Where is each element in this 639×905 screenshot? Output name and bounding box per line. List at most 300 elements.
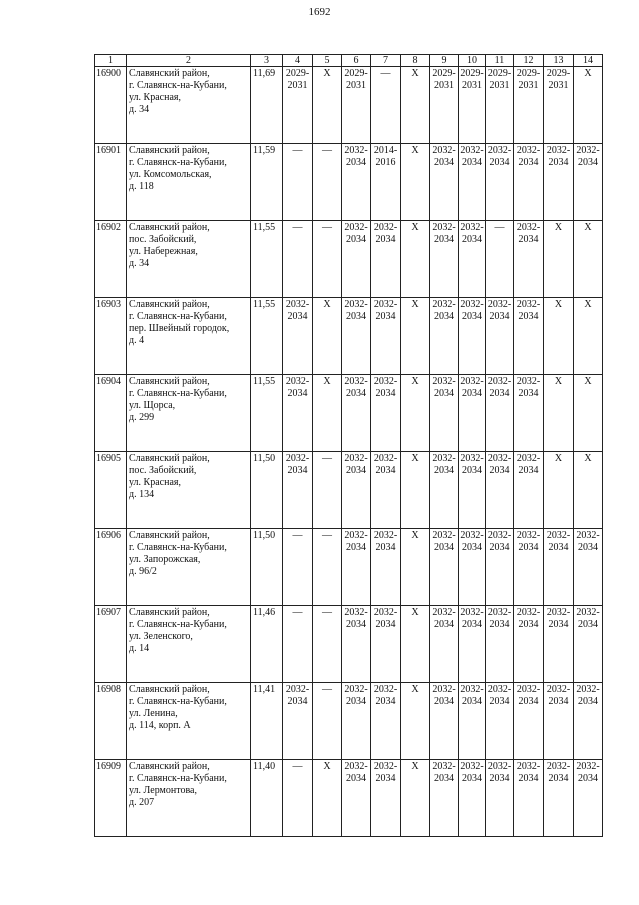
period-cell [342,298,371,375]
address-line: ул. Красная, [129,92,181,103]
period-line: 2032- [546,761,571,772]
period-line: 2034 [462,542,482,553]
period-cell [544,298,574,375]
period-line: 2034 [489,157,510,168]
period-line: 2034 [578,773,598,784]
address-cell [127,760,251,837]
period-line: X [411,684,419,695]
address-line: г. Славянск-на-Кубани, [129,619,227,630]
period-cell [401,760,430,837]
period-line: 2032- [285,299,310,310]
period-line: 2032- [516,607,541,618]
period-line: 2032- [516,222,541,233]
period-line: 2032- [373,453,398,464]
period-line: — [322,607,332,618]
period-line: 2034 [462,619,482,630]
period-line: 2034 [434,311,454,322]
column-header: 3 [251,55,283,67]
address-line: Славянский район, [129,145,210,156]
period-line: X [554,453,563,464]
address-line: д. 34 [129,104,150,115]
period-line: 2034 [548,157,569,168]
area-cell: 11,59 [251,144,283,221]
period-line: X [584,453,592,464]
period-line: 2032- [344,761,368,772]
table-row [95,375,603,452]
period-line: 2032- [516,761,541,772]
address-line: г. Славянск-на-Кубани, [129,542,227,553]
address-line: д. 207 [129,797,155,808]
period-cell [514,452,544,529]
row-number: 16902 [95,221,127,298]
period-line: 2032- [285,684,310,695]
period-cell [313,606,342,683]
period-line: 2034 [518,696,539,707]
period-cell [313,760,342,837]
period-line: 2034 [518,619,539,630]
period-line: 2034 [489,542,510,553]
period-line: 2032- [432,530,456,541]
period-cell [486,760,514,837]
period-line: X [323,299,331,310]
period-line: 2032- [285,376,310,387]
column-header: 6 [342,55,371,67]
address-line: д. 118 [129,181,154,192]
period-line: 2032- [432,222,456,233]
period-line: 2031 [518,80,539,91]
period-cell [430,67,459,144]
period-line: — [322,530,332,541]
address-line: пос. Забойский, [129,234,197,245]
period-line: 2034 [346,542,366,553]
period-cell [401,452,430,529]
period-line: 2034 [489,773,510,784]
period-line: X [411,761,419,772]
row-number: 16907 [95,606,127,683]
period-line: 2032- [460,453,484,464]
period-cell [283,67,313,144]
period-line: 2032- [373,607,398,618]
period-line: 2034 [462,157,482,168]
period-line: 2032- [516,376,541,387]
period-line: 2032- [460,222,484,233]
address-line: г. Славянск-на-Кубани, [129,311,227,322]
address-line: д. 34 [129,258,150,269]
period-cell [401,375,430,452]
period-line: 2034 [434,157,454,168]
period-line: 2032- [344,222,368,233]
period-line: 2032- [432,453,456,464]
period-cell [514,529,544,606]
area-cell: 11,40 [251,760,283,837]
address-line: г. Славянск-на-Кубани, [129,773,227,784]
column-header: 1 [95,55,127,67]
period-line: 2029- [460,68,484,79]
period-line: 2032- [576,761,600,772]
period-cell [371,452,401,529]
address-line: пер. Швейный городок, [129,323,230,334]
column-header: 2 [127,55,251,67]
table-row [95,760,603,837]
period-cell [313,452,342,529]
period-line: 2034 [434,234,454,245]
period-cell [486,67,514,144]
period-line: — [292,607,303,618]
period-cell [283,221,313,298]
period-line: 2032- [516,684,541,695]
column-header: 5 [313,55,342,67]
row-number: 16901 [95,144,127,221]
address-line: ул. Красная, [129,477,181,488]
period-line: 2034 [375,773,396,784]
period-line: 2029- [344,68,368,79]
period-cell [459,683,486,760]
address-line: ул. Набережная, [129,246,198,257]
period-cell [313,298,342,375]
address-line: ул. Щорса, [129,400,176,411]
period-line: 2032- [460,607,484,618]
period-line: 2034 [518,388,539,399]
period-cell [401,606,430,683]
period-cell [544,452,574,529]
period-line: 2032- [516,453,541,464]
period-cell [514,606,544,683]
period-line: X [554,376,563,387]
period-cell [430,298,459,375]
address-line: д. 14 [129,643,150,654]
area-cell: 11,46 [251,606,283,683]
table-row [95,683,603,760]
period-line: 2031 [346,80,366,91]
period-cell [486,606,514,683]
period-line: X [323,376,331,387]
period-cell [459,144,486,221]
period-line: 2032- [285,453,310,464]
period-line: 2031 [287,80,308,91]
period-line: 2014- [373,145,398,156]
period-cell [283,760,313,837]
period-cell [486,298,514,375]
period-line: — [322,145,332,156]
address-line: Славянский район, [129,761,210,772]
period-cell [283,298,313,375]
period-cell [544,221,574,298]
period-line: 2032- [373,684,398,695]
period-line: 2032- [460,530,484,541]
period-line: 2032- [487,607,512,618]
table-row [95,221,603,298]
period-line: 2034 [462,696,482,707]
address-line: ул. Зеленского, [129,631,193,642]
period-cell [430,760,459,837]
period-line: 2032- [516,145,541,156]
period-line: 2032- [344,684,368,695]
address-line: Славянский район, [129,684,210,695]
period-line: 2034 [489,619,510,630]
address-cell [127,452,251,529]
period-cell [459,221,486,298]
area-cell: 11,50 [251,529,283,606]
area-cell: 11,41 [251,683,283,760]
period-cell [401,298,430,375]
period-line: 2034 [462,773,482,784]
address-line: д. 299 [129,412,155,423]
period-cell [514,375,544,452]
period-cell [313,375,342,452]
period-cell [574,452,603,529]
column-header: 13 [544,55,574,67]
period-cell [371,298,401,375]
period-line: X [411,530,419,541]
period-line: 2032- [487,376,512,387]
period-cell [574,221,603,298]
period-line: 2034 [434,388,454,399]
period-line: 2034 [434,696,454,707]
period-line: 2032- [460,145,484,156]
period-line: 2034 [346,311,366,322]
period-line: 2034 [518,773,539,784]
period-line: — [292,222,303,233]
period-line: 2032- [344,530,368,541]
period-cell [283,683,313,760]
period-line: X [411,376,419,387]
address-cell [127,221,251,298]
period-cell [401,683,430,760]
address-cell [127,144,251,221]
period-cell [514,221,544,298]
period-cell [371,221,401,298]
period-line: 2032- [546,145,571,156]
period-line: 2031 [434,80,454,91]
column-header: 10 [459,55,486,67]
period-line: 2034 [434,542,454,553]
period-line: — [494,222,505,233]
period-cell [486,144,514,221]
period-line: 2032- [576,530,600,541]
period-cell [342,221,371,298]
period-line: 2032- [373,222,398,233]
period-line: — [292,530,303,541]
period-cell [430,606,459,683]
period-line: 2034 [578,542,598,553]
period-cell [342,144,371,221]
period-line: 2034 [375,619,396,630]
period-line: 2034 [346,234,366,245]
period-line: 2034 [375,311,396,322]
period-line: 2034 [518,311,539,322]
period-cell [544,606,574,683]
period-line: X [584,68,592,79]
period-cell [514,298,544,375]
period-line: 2032- [576,145,600,156]
period-cell [313,529,342,606]
column-header: 9 [430,55,459,67]
period-line: 2034 [346,465,366,476]
period-cell [283,375,313,452]
period-cell [486,452,514,529]
period-line: X [411,68,419,79]
period-line: 2034 [346,696,366,707]
period-line: — [322,453,332,464]
period-line: 2034 [462,234,482,245]
period-line: 2034 [548,542,569,553]
period-line: 2034 [346,157,366,168]
table-row [95,298,603,375]
address-cell [127,67,251,144]
period-line: 2032- [546,684,571,695]
period-line: X [411,299,419,310]
period-cell [574,683,603,760]
period-cell [342,67,371,144]
period-line: 2034 [518,465,539,476]
period-line: 2031 [548,80,569,91]
row-number: 16909 [95,760,127,837]
period-line: 2032- [487,761,512,772]
period-line: 2034 [346,619,366,630]
period-cell [313,144,342,221]
period-line: 2034 [518,234,539,245]
period-line: 2034 [518,542,539,553]
period-line: 2032- [460,684,484,695]
address-cell [127,375,251,452]
period-cell [574,760,603,837]
area-cell: 11,55 [251,375,283,452]
table-row [95,144,603,221]
period-cell [514,760,544,837]
column-header: 11 [486,55,514,67]
column-header: 12 [514,55,544,67]
period-line: X [411,222,419,233]
address-cell [127,529,251,606]
period-line: 2032- [432,684,456,695]
address-line: Славянский район, [129,453,210,464]
period-line: 2034 [375,465,396,476]
period-line: 2034 [287,696,308,707]
address-line: г. Славянск-на-Кубани, [129,388,227,399]
period-cell [401,144,430,221]
period-cell [486,221,514,298]
period-line: 2032- [460,299,484,310]
address-line: д. 114, корп. А [129,720,191,731]
period-line: 2032- [487,299,512,310]
page-number: 1692 [308,6,331,18]
period-line: 2032- [344,607,368,618]
period-line: 2034 [578,619,598,630]
period-cell [371,375,401,452]
period-cell [342,760,371,837]
period-cell [486,529,514,606]
period-cell [459,298,486,375]
address-line: д. 4 [129,335,145,346]
registry-table [94,54,603,837]
period-cell [342,452,371,529]
address-line: ул. Комсомольская, [129,169,212,180]
period-cell [544,529,574,606]
period-line: — [322,222,332,233]
period-cell [313,67,342,144]
period-line: 2029- [487,68,512,79]
period-cell [459,67,486,144]
period-cell [459,375,486,452]
period-line: — [292,761,303,772]
period-line: 2032- [373,376,398,387]
period-cell [430,221,459,298]
row-number: 16905 [95,452,127,529]
table-row [95,606,603,683]
period-line: 2032- [546,607,571,618]
period-cell [574,298,603,375]
period-line: 2029- [285,68,310,79]
period-line: 2034 [287,311,308,322]
period-line: 2032- [344,145,368,156]
period-line: — [380,68,391,79]
period-line: 2034 [489,696,510,707]
column-header: 14 [574,55,603,67]
period-cell [459,452,486,529]
period-line: 2032- [576,684,600,695]
column-header: 4 [283,55,313,67]
address-line: ул. Лермонтова, [129,785,197,796]
row-number: 16900 [95,67,127,144]
period-cell [459,606,486,683]
period-cell [313,683,342,760]
address-line: Славянский район, [129,530,210,541]
address-line: ул. Запорожская, [129,554,201,565]
address-line: пос. Забойский, [129,465,197,476]
period-line: 2032- [487,530,512,541]
period-cell [371,144,401,221]
period-line: 2034 [434,773,454,784]
area-cell: 11,69 [251,67,283,144]
period-line: 2034 [287,388,308,399]
period-line: 2016 [375,157,396,168]
period-line: 2034 [548,619,569,630]
address-cell [127,683,251,760]
period-cell [430,144,459,221]
period-line: 2032- [432,376,456,387]
period-cell [401,67,430,144]
period-cell [486,375,514,452]
address-line: Славянский район, [129,222,210,233]
period-line: 2032- [373,761,398,772]
period-cell [514,683,544,760]
period-cell [342,529,371,606]
period-line: 2032- [460,761,484,772]
address-cell [127,606,251,683]
address-line: Славянский район, [129,607,210,618]
period-cell [371,529,401,606]
period-line: 2032- [373,299,398,310]
address-line: ул. Ленина, [129,708,178,719]
period-line: 2029- [432,68,456,79]
period-line: X [323,761,331,772]
period-line: X [584,299,592,310]
period-line: 2032- [516,530,541,541]
period-line: 2034 [375,234,396,245]
address-line: г. Славянск-на-Кубани, [129,696,227,707]
period-line: X [554,299,563,310]
period-cell [283,606,313,683]
period-line: X [323,68,331,79]
period-cell [544,760,574,837]
table-row [95,529,603,606]
period-line: X [584,222,592,233]
period-line: 2029- [516,68,541,79]
period-cell [544,683,574,760]
period-line: 2034 [548,696,569,707]
period-cell [574,375,603,452]
column-header: 8 [401,55,430,67]
